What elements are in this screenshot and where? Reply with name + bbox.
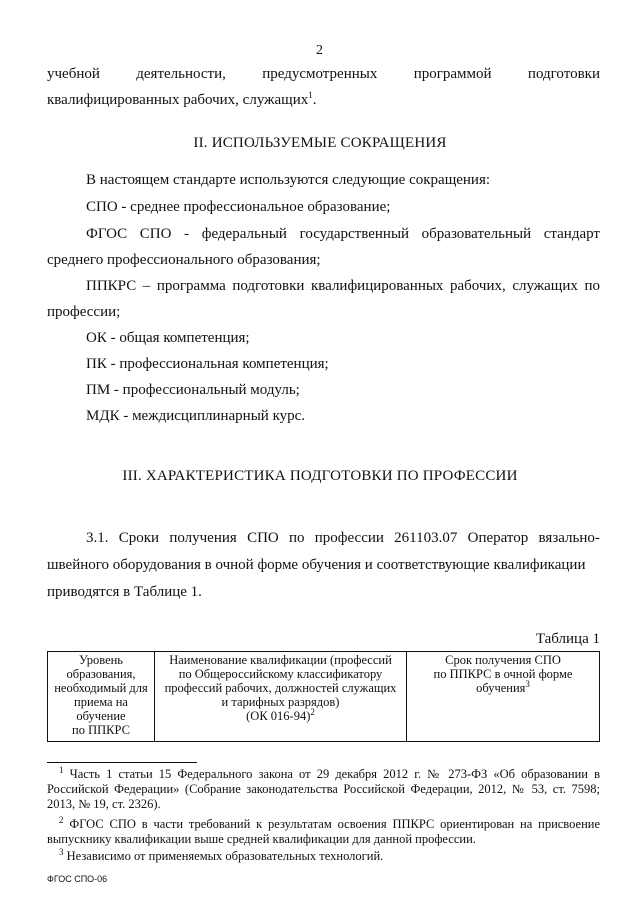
abbr-fgos-line-2: среднего профессионального образования; [47, 252, 321, 268]
intro-word: предусмотренных [262, 66, 378, 82]
footnote-separator [47, 762, 197, 763]
header-cell-education-level: Уровень образования, необходимый для приема на обучение по ППКРС [48, 652, 155, 742]
header-cell-study-period: Срок получения СПО по ППКРС в очной форме обучения$^3$ [407, 652, 600, 742]
abbr-ppkrs-line-2: профессии; [47, 304, 121, 320]
abbr-lead: В настоящем стандарте используются следующие сокращения: [86, 172, 491, 188]
abbr-spo: СПО - среднее профессиональное образование; [86, 199, 391, 215]
qualification-table [47, 651, 600, 742]
table-header-row [48, 652, 600, 742]
footnote-ref: 3 [525, 678, 530, 689]
table-caption: Таблица 1 [535, 631, 600, 647]
page-number: 2 [316, 43, 323, 58]
intro-word: учебной [47, 66, 100, 82]
para-3-1-line-2: швейного оборудования в очной форме обучения и соответствующие квалификации [47, 557, 586, 573]
intro-word: деятельности, [136, 66, 226, 82]
abbr-mdk: МДК - междисциплинарный курс. [86, 408, 306, 424]
footnote-ref: 1 [308, 90, 313, 100]
intro-word: подготовки [527, 66, 600, 82]
para-3-1-line-1: 3.1. Сроки получения СПО по профессии 261103.07 Оператор вязально- [86, 530, 600, 546]
intro-line-2: квалифицированных рабочих, служащих$^1$. [47, 90, 317, 108]
abbr-ok: ОК - общая компетенция; [86, 330, 250, 346]
intro-word: программой [413, 66, 492, 82]
footnote-2: $^2$ ФГОС СПО в части требований к результатам освоения ППКРС ориентирован на присвоение выпускнику квалификации выше средней квалификации для данной профессии. [47, 814, 601, 846]
intro-line-1 [47, 66, 600, 83]
abbr-ppkrs-line-1: ППКРС – программа подготовки квалифицированных рабочих, служащих по [86, 278, 600, 294]
footnote-1: $^1$ Часть 1 статьи 15 Федерального закона от 29 декабря 2012 г. № 273-ФЗ «Об образовании в Российской Федерации» (Собрание законодательства Российской Федерации, 2012, № 53, ст. 7598; 2013, № 19, ст. 2326). [47, 764, 600, 811]
abbr-pm: ПМ - профессиональный модуль; [86, 382, 300, 398]
footnote-ref: 2 [310, 706, 315, 717]
header-cell-qualification-name: Наименование квалификации (профессий по Общероссийскому классификатору профессий рабочих, должностей служащих и тарифных разрядов) (ОК 016-94)$^2$ [155, 652, 407, 742]
section-heading-2: II. ИСПОЛЬЗУЕМЫЕ СОКРАЩЕНИЯ [193, 135, 447, 151]
abbr-pk: ПК - профессиональная компетенция; [86, 356, 329, 372]
footnote-3: $^3$ Независимо от применяемых образовательных технологий. [59, 846, 384, 863]
para-3-1-line-3: приводятся в Таблице 1. [47, 584, 202, 600]
section-heading-3: III. ХАРАКТЕРИСТИКА ПОДГОТОВКИ ПО ПРОФЕССИИ [122, 468, 518, 484]
page-footer: ФГОС СПО-06 [47, 874, 108, 884]
abbr-fgos-line-1: ФГОС СПО - федеральный государственный образовательный стандарт [86, 226, 600, 242]
